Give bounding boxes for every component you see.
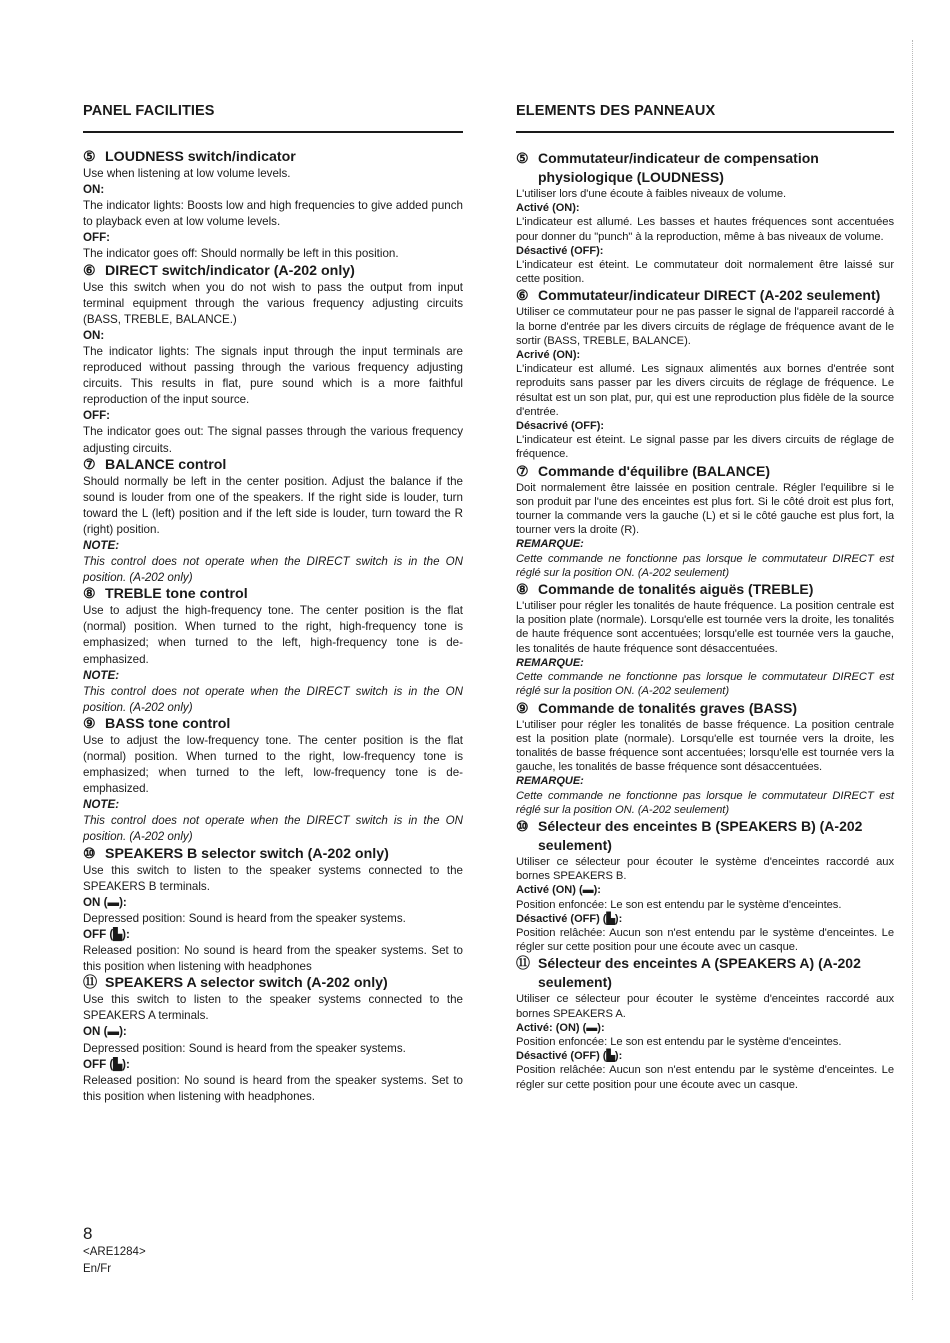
section-number: ⑪	[83, 975, 98, 992]
setting-label: Activé (ON):	[516, 202, 580, 215]
note-text: This control does not operate when the DIRECT switch is in the ON position. (A-202 only)	[83, 814, 463, 844]
section	[83, 716, 463, 846]
section-title: DIRECT switch/indicator (A-202 only)	[105, 262, 355, 279]
note-label: NOTE:	[83, 798, 120, 812]
setting-label: Désactivé (OFF):	[516, 244, 604, 257]
section	[516, 462, 894, 580]
section	[516, 286, 894, 461]
section-heading	[516, 462, 894, 481]
paragraph: Position enfoncée: Le son est entendu par le système d'enceintes.	[516, 1035, 842, 1048]
section-number: ⑥	[516, 287, 529, 304]
section	[83, 263, 463, 457]
section-heading	[83, 263, 463, 280]
section-heading	[516, 149, 894, 187]
paragraph: Position relâchée: Aucun son n'est entendu par le système d'enceintes. Le régler sur cette position pour une écoute avec un casque.	[516, 926, 894, 954]
section-title: Sélecteur des enceintes B (SPEAKERS B) (A-202 seulement)	[538, 817, 863, 853]
setting-label: ON:	[83, 328, 105, 342]
paragraph: L'indicateur est éteint. Le signal passe par les divers circuits de réglage de fréquence.	[516, 434, 894, 461]
section-heading	[516, 817, 894, 855]
section-number: ⑤	[83, 149, 96, 165]
paragraph: Depressed position: Sound is heard from the speaker systems.	[83, 1041, 406, 1055]
section	[516, 149, 894, 286]
page-number: 8	[83, 1224, 93, 1243]
column-english	[83, 103, 463, 1105]
paragraph: Released position: No sound is heard from the speaker systems. Set to this position when listening with headphones.	[83, 1073, 463, 1103]
note-text: Cette commande ne fonctionne pas lorsque le commutateur DIRECT est réglé sur la position ON. (A-202 seulement)	[516, 552, 894, 579]
column-title: ELEMENTS DES PANNEAUX	[516, 103, 894, 133]
setting-label: Activé (ON) (▬):	[516, 884, 601, 897]
paragraph: L'utiliser pour régler les tonalités de basse fréquence. La position centrale est la position plate (normale). Lorsqu'elle est tournée vers la droite, les tonalités de basse fréquence sont accentuées; lorsqu'elle est tournée vers la gauche, les tonalités de basse fréquence sont désaccentuées.	[516, 718, 894, 774]
section	[83, 586, 463, 716]
setting-label: OFF:	[83, 409, 111, 423]
paragraph: Use this switch to listen to the speaker systems connected to the SPEAKERS A terminals.	[83, 993, 463, 1023]
section-list	[83, 149, 463, 1105]
note-label: NOTE:	[83, 538, 120, 552]
paragraph: Position enfoncée: Le son est entendu par le système d'enceintes.	[516, 898, 842, 911]
note-label: REMARQUE:	[516, 775, 584, 788]
section-heading	[83, 457, 463, 474]
section-number: ⑤	[516, 150, 529, 166]
section-title: Commutateur/indicateur DIRECT (A-202 seulement)	[538, 287, 881, 304]
section-title: Commutateur/indicateur de compensation physiologique (LOUDNESS)	[538, 150, 819, 185]
section-number: ⑦	[516, 462, 529, 479]
paragraph: Released position: No sound is heard from the speaker systems. Set to this position when listening with headphones	[83, 944, 463, 974]
section-heading	[516, 699, 894, 718]
section-list	[516, 149, 894, 1092]
paragraph: Depressed position: Sound is heard from the speaker systems.	[83, 911, 406, 925]
section	[83, 149, 463, 263]
section-title: TREBLE tone control	[105, 586, 248, 603]
paragraph: Doit normalement être laissée en position centrale. Régler l'equilibre si le son produit par l'une des enceintes est plus fort. Si le côté droit est plus fort, tourner la commande vers la gauche (L) et si le côté gauche est plus fort, la tourner vers la droite (R).	[516, 481, 894, 537]
section-heading	[83, 846, 463, 863]
paragraph: The indicator lights: Boosts low and high frequencies to give added punch to playback even at low volume levels.	[83, 199, 463, 229]
section-number: ⑧	[516, 581, 529, 598]
section-number: ⑩	[83, 845, 96, 862]
section-number: ⑪	[516, 955, 530, 972]
section-number: ⑦	[83, 456, 96, 473]
paragraph: Position relâchée: Aucun son n'est entendu par le système d'enceintes. Le régler sur cette position pour une écoute avec un casque.	[516, 1064, 894, 1091]
setting-label: ON:	[83, 183, 105, 197]
section-number: ⑨	[83, 715, 96, 732]
setting-label: Activé: (ON) (▬):	[516, 1021, 605, 1034]
section-number: ⑩	[516, 817, 529, 834]
section-title: Commande de tonalités aiguës (TREBLE)	[538, 581, 814, 598]
section-heading	[83, 586, 463, 603]
section-heading	[516, 954, 894, 992]
paragraph: L'utiliser pour régler les tonalités de haute fréquence. La position centrale est la position plate (normale). Lorsqu'elle est tournée vers la droite, les tonalités de haute fréquence sont accentuées; lorsqu'elle est tournée vers la gauche, les tonalités de haute fréquence sont désaccentuées.	[516, 600, 894, 655]
section-heading	[516, 580, 894, 599]
paragraph: Utiliser ce sélecteur pour écouter le système d'enceintes raccordé aux bornes SPEAKERS A.	[516, 993, 894, 1020]
setting-label: ON (▬):	[83, 1025, 127, 1039]
paragraph: Use to adjust the low-frequency tone. The center position is the flat (normal) position. When turned to the right, low-frequency tone is emphasized; when turned to the left, low-frequency tone is de-emphasized.	[83, 733, 463, 796]
paragraph: L'indicateur est allumé. Les signaux alimentés aux bornes d'entrée sont reproduits sans passer par les divers circuits de réglage de fréquence. Le résultat est un son plat, pur, qui est une reproduction plus fidèle de la source d'entrée.	[516, 363, 894, 418]
setting-label: OFF:	[83, 231, 111, 245]
paragraph: L'indicateur est allumé. Les basses et hautes fréquences sont accentuées pour donner du "punch" à la reproduction, même à bas niveaux de volume.	[516, 216, 894, 243]
page-footer	[83, 1224, 146, 1278]
setting-label: Désactivé (OFF) (▙):	[516, 1050, 623, 1063]
paragraph: The indicator goes off: Should normally be left in this position.	[83, 247, 399, 261]
column-title: PANEL FACILITIES	[83, 103, 463, 133]
paragraph: Use to adjust the high-frequency tone. The center position is the flat (normal) position. When turned to the right, high-frequency tone is emphasized; when turned to the left, high-frequency tone is de-emphasized.	[83, 604, 463, 666]
section-number: ⑥	[83, 262, 96, 279]
paragraph: Should normally be left in the center position. Adjust the balance if the sound is louder from one of the speakers. If the right side is louder, turn toward the L (left) position and if the left side is louder, turn toward the R (right) position.	[83, 474, 463, 536]
note-text: Cette commande ne fonctionne pas lorsque le commutateur DIRECT est réglé sur la position ON. (A-202 seulement)	[516, 671, 894, 698]
note-label: NOTE:	[83, 668, 120, 682]
note-text: This control does not operate when the DIRECT switch is in the ON position. (A-202 only)	[83, 684, 463, 714]
note-text: This control does not operate when the DIRECT switch is in the ON position. (A-202 only)	[83, 555, 463, 585]
setting-label: OFF (▙):	[83, 1057, 130, 1071]
setting-label: ON (▬):	[83, 895, 127, 909]
paragraph: Utiliser ce sélecteur pour écouter le système d'enceintes raccordé aux bornes SPEAKERS B.	[516, 855, 894, 883]
document-code: <ARE1284>	[83, 1246, 146, 1258]
section-heading	[516, 286, 894, 305]
section	[516, 817, 894, 954]
paragraph: L'indicateur est éteint. Le commutateur doit normalement être laissé sur cette position.	[516, 259, 894, 286]
note-text: Cette commande ne fonctionne pas lorsque le commutateur DIRECT est réglé sur la position ON. (A-202 seulement)	[516, 789, 894, 816]
section-heading	[83, 716, 463, 733]
section	[83, 846, 463, 976]
language-code: En/Fr	[83, 1263, 112, 1275]
column-french	[516, 103, 894, 1092]
paragraph: Use this switch to listen to the speaker systems connected to the SPEAKERS B terminals.	[83, 863, 463, 893]
paragraph: Use when listening at low volume levels.	[83, 167, 291, 180]
paragraph: L'utiliser lors d'une écoute à faibles niveaux de volume.	[516, 188, 787, 200]
section	[516, 954, 894, 1091]
section-title: BASS tone control	[105, 715, 231, 732]
section-title: BALANCE control	[105, 456, 227, 473]
section-heading	[83, 975, 463, 992]
section-title: Commande d'équilibre (BALANCE)	[538, 462, 771, 479]
setting-label: Acrivé (ON):	[516, 349, 581, 362]
section-heading	[83, 149, 463, 166]
section-title: SPEAKERS B selector switch (A-202 only)	[105, 845, 389, 862]
note-label: REMARQUE:	[516, 656, 584, 669]
section	[516, 699, 894, 817]
section	[83, 975, 463, 1105]
section-title: LOUDNESS switch/indicator	[105, 149, 296, 165]
paragraph: Utiliser ce commutateur pour ne pas passer le signal de l'appareil raccordé à la borne d'entrée par les divers circuits de réglage de fréquence avant de le sortir (BASS, TREBLE, BALANCE).	[516, 306, 894, 347]
section-number: ⑨	[516, 699, 529, 716]
note-label: REMARQUE:	[516, 538, 584, 551]
paragraph: The indicator lights: The signals input through the input terminals are reproduced without passing through the various frequency adjusting circuits. This results in flat, pure sound which is a more faithful reproduction of the input source.	[83, 344, 463, 407]
section-title: Sélecteur des enceintes A (SPEAKERS A) (A-202 seulement)	[538, 955, 861, 991]
setting-label: OFF (▙):	[83, 927, 130, 941]
section-title: Commande de tonalités graves (BASS)	[538, 699, 798, 716]
page-edge-line	[912, 40, 914, 1300]
setting-label: Désacrivé (OFF):	[516, 420, 605, 433]
section-title: SPEAKERS A selector switch (A-202 only)	[105, 975, 388, 992]
paragraph: The indicator goes out: The signal passes through the various frequency adjusting circuits.	[83, 425, 463, 455]
setting-label: Désactivé (OFF) (▙):	[516, 912, 623, 925]
section-number: ⑧	[83, 586, 96, 603]
section	[516, 580, 894, 698]
paragraph: Use this switch when you do not wish to pass the output from input terminal equipment through the various frequency adjusting circuits (BASS, TREBLE, BALANCE.)	[83, 280, 463, 326]
section	[83, 457, 463, 587]
